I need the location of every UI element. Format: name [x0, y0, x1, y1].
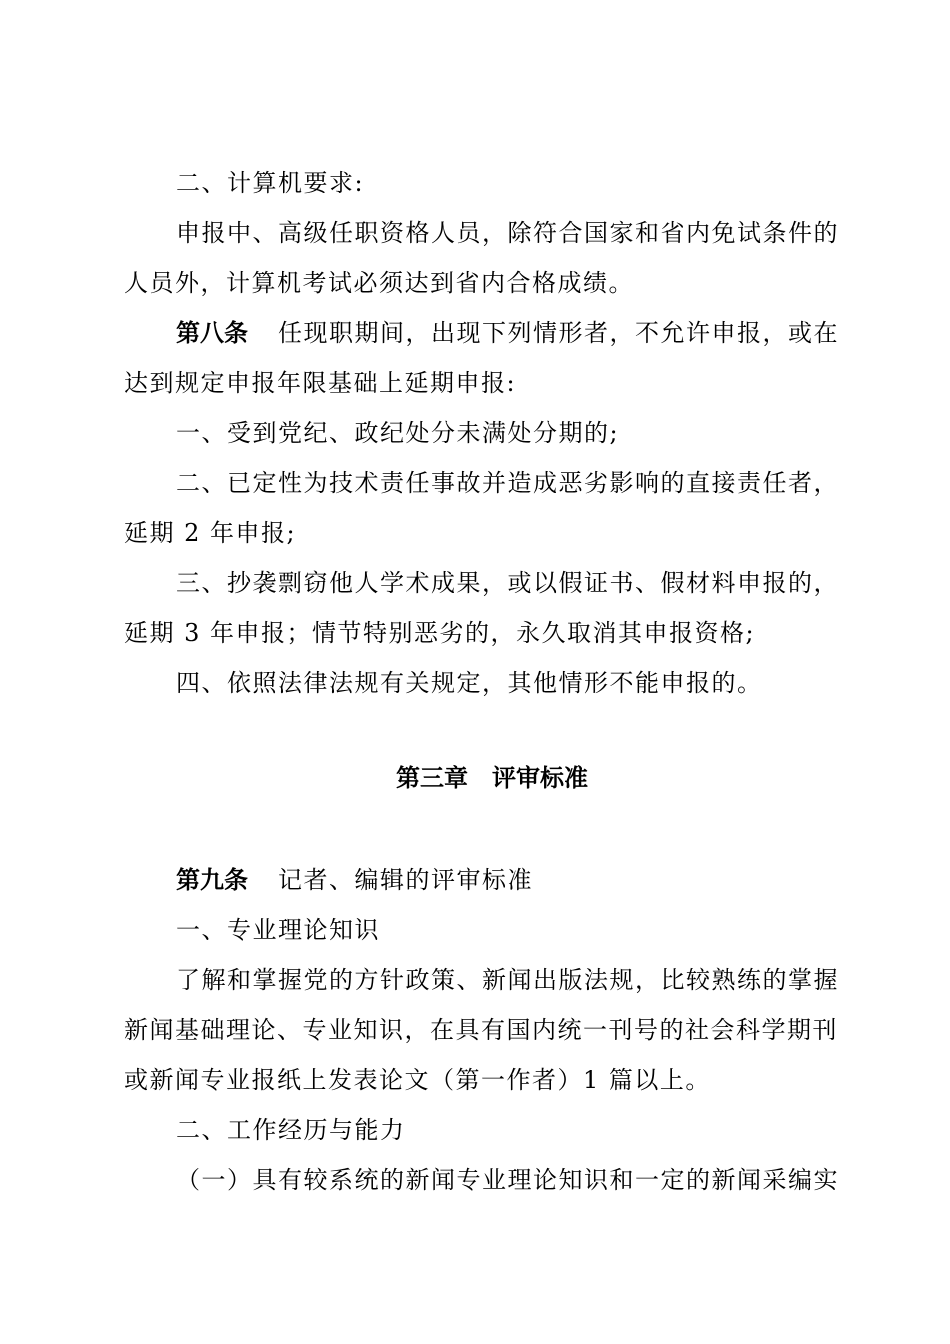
line-text: 二、已定性为技术责任事故并造成恶劣影响的直接责任者，	[176, 469, 839, 497]
paragraph-line	[124, 1065, 711, 1095]
paragraph-line	[176, 965, 839, 995]
list-item	[176, 418, 619, 448]
line-text: 二、工作经历与能力	[176, 1116, 406, 1144]
line-text: 三、抄袭剽窃他人学术成果，或以假证书、假材料申报的，	[176, 569, 839, 597]
list-item	[176, 668, 763, 698]
line-text: 延期 2 年申报;	[124, 519, 297, 547]
line-text: 二、计算机要求:	[176, 169, 365, 197]
line-text: 延期 3 年申报；情节特别恶劣的，永久取消其申报资格;	[124, 619, 756, 647]
line-text: 新闻基础理论、专业知识，在具有国内统一刊号的社会科学期刊	[124, 1016, 838, 1044]
article-label: 第九条	[176, 866, 248, 894]
line-text: 记者、编辑的评审标准	[278, 866, 533, 894]
line-text: 一、受到党纪、政纪处分未满处分期的;	[176, 419, 620, 447]
paragraph-line	[124, 618, 755, 648]
line-text: 人员外，计算机考试必须达到省内合格成绩。	[124, 269, 634, 297]
line-text: 或新闻专业报纸上发表论文（第一作者）1 篇以上。	[124, 1066, 711, 1094]
section-item-computer-requirement	[176, 168, 364, 198]
line-text: 任现职期间，出现下列情形者，不允许申报，或在	[278, 319, 839, 347]
line-text: 达到规定申报年限基础上延期申报:	[124, 369, 517, 397]
paragraph-line	[124, 368, 516, 398]
paragraph-line	[124, 518, 296, 548]
list-item	[176, 568, 839, 598]
list-item	[176, 468, 839, 498]
chapter-heading: 第三章 评审标准	[396, 764, 588, 792]
paragraph-line	[124, 268, 634, 298]
article-label: 第八条	[176, 319, 248, 347]
line-text: （一）具有较系统的新闻专业理论知识和一定的新闻采编实	[176, 1166, 839, 1194]
line-text: 了解和掌握党的方针政策、新闻出版法规，比较熟练的掌握	[176, 966, 839, 994]
paragraph-line	[176, 1165, 839, 1195]
paragraph-line	[176, 218, 839, 248]
article-eight	[176, 318, 839, 348]
line-text: 四、依照法律法规有关规定，其他情形不能申报的。	[176, 669, 763, 697]
paragraph-line	[124, 1015, 838, 1045]
list-item	[176, 1115, 406, 1145]
list-item	[176, 915, 380, 945]
line-text: 申报中、高级任职资格人员，除符合国家和省内免试条件的	[176, 219, 839, 247]
article-nine	[176, 865, 533, 895]
line-text: 一、专业理论知识	[176, 916, 380, 944]
